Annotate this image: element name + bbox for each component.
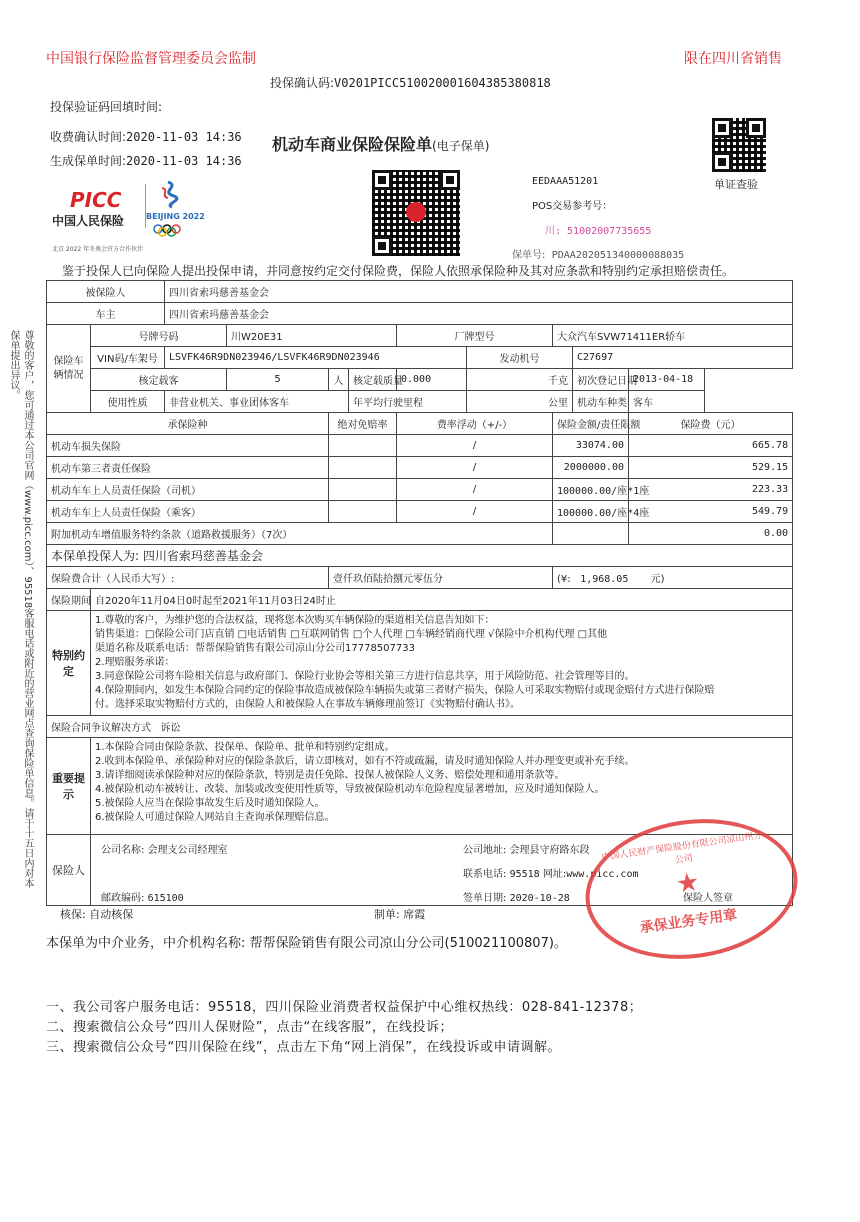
coverage-row: [47, 435, 793, 457]
owner-row: [47, 303, 793, 325]
owner-label: 车主: [47, 303, 165, 325]
insured-value: 四川省索玛慈善基金会: [165, 281, 793, 303]
vin-label: VIN码/车架号: [91, 347, 165, 369]
policy-qr-code[interactable]: [372, 170, 460, 256]
coverage-name: 机动车损失保险: [47, 435, 329, 457]
plate-value: 川W20E31: [227, 325, 397, 347]
logo-divider: [145, 184, 146, 228]
model-value: 大众汽车SVW71411ER轿车: [553, 325, 793, 347]
coverage-row: [47, 501, 793, 523]
mileage-label: 年平均行驶里程: [349, 391, 467, 413]
policy-number: 保单号: PDAA202051340000088035: [512, 250, 685, 261]
star-icon: ★: [674, 866, 702, 900]
pos-ref-value: 川: 51002007735655: [545, 226, 652, 237]
special-content: 1.尊敬的客户，为维护您的合法权益，现将您本次购买车辆保险的渠道相关信息告知如下： 销售渠道：□保险公司门店直销 □电话销售 □互联网销售 □个人代理 □车辆经销商代理 √保险中介机构代理 □其他 渠道名称及联系电话：帮帮保险销售有限公司凉山分公司17778507733 2.理赔服务承诺： 3.同意保险公司将车险相关信息与政府部门、保险行业协会等相关第三方进行信息共享，用于风险防范、社会管理等目的。 4.保险期间内，如发生本保险合同约定的保险事故造成被保险车辆损失或第三者财产损失，保险人可采取实物赔付或现金赔付方式进行保险赔 付。选择采取实物赔付方式的，由保险人和被保险人在事故车辆修理前签订《实物赔付确认书》。: [91, 611, 793, 716]
vin-value: LSVFK46R9DN023946/LSVFK46R9DN023946: [165, 347, 467, 369]
coverage-amount: 100000.00/座*4座: [553, 501, 629, 523]
coverage-deductible: [329, 457, 397, 479]
footer-line: 一、我公司客户服务电话：95518，四川保险业消费者权益保护中心维权热线：028-841-12378；: [46, 1000, 643, 1015]
issue-time: 生成保单时间:2020-11-03 14:36: [50, 154, 242, 168]
olympic-rings-icon: [150, 224, 194, 236]
payment-time: 收费确认时间:2020-11-03 14:36: [50, 130, 242, 144]
coverage-deductible: [329, 501, 397, 523]
policy-table: [46, 280, 793, 906]
coverage-header: 保险金额/责任限额: [553, 413, 629, 435]
coverage-header: 保险费（元）: [629, 413, 793, 435]
coverage-header: 绝对免赔率: [329, 413, 397, 435]
seats-label: 核定载客: [91, 369, 227, 391]
stamp-bottom-text: 承保业务专用章: [638, 906, 739, 937]
coverage-premium: 665.78: [629, 435, 793, 457]
agency-note: 本保单为中介业务，中介机构名称: 帮帮保险销售有限公司凉山分公司(510021100807)。: [46, 936, 567, 951]
dispute-row: [47, 716, 793, 738]
intro-text: 鉴于投保人已向保险人提出投保申请，并同意按约定交付保险费，保险人依照承保险种及其对应条款和特别约定承担赔偿责任。: [62, 264, 735, 278]
coverage-name: 机动车第三者责任保险: [47, 457, 329, 479]
coverage-float: /: [397, 479, 553, 501]
coverage-premium: 0.00: [629, 523, 793, 545]
coverage-name: 机动车车上人员责任保险（乘客）: [47, 501, 329, 523]
dispute: 保险合同争议解决方式 诉讼: [47, 716, 793, 738]
period-value: 自2020年11月04日0时起至2021年11月03日24时止: [91, 589, 793, 611]
insured-row: [47, 281, 793, 303]
coverage-amount: 100000.00/座*1座: [553, 479, 629, 501]
doc-code: EEDAAA51201: [532, 176, 599, 187]
usage-label: 使用性质: [91, 391, 165, 413]
vehicle-section-label: 保险车辆情况: [47, 325, 91, 413]
footer-line: 二、搜索微信公众号“四川人保财险”，点击“在线客服”，在线投诉；: [46, 1020, 453, 1035]
seats-unit: 人: [329, 369, 349, 391]
insurer-info: 公司名称: 会理支公司经理室 公司地址: 会理县守府路东段 联系电话: 95518 网址:www.picc.com 邮政编码: 615100 签单日期: 2020-10-28 保险人签章: [91, 835, 793, 906]
coverage-amount: [553, 523, 629, 545]
partner-text: 北京 2022 年冬奥会官方合作伙伴: [52, 246, 144, 253]
owner-value: 四川省索玛慈善基金会: [165, 303, 793, 325]
coverage-header-row: [47, 413, 793, 435]
verify-qr-code[interactable]: [712, 118, 766, 172]
coverage-amount: 33074.00: [553, 435, 629, 457]
coverage-premium: 549.79: [629, 501, 793, 523]
coverage-premium: 223.33: [629, 479, 793, 501]
type-label: 机动车种类: [573, 391, 629, 413]
coverage-row: [47, 479, 793, 501]
mass-label: 核定载质量: [349, 369, 397, 391]
insured-label: 被保险人: [47, 281, 165, 303]
engine-label: 发动机号: [467, 347, 573, 369]
seats-value: 5: [227, 369, 329, 391]
usage-value: 非营业机关、事业团体客车: [165, 391, 349, 413]
pos-ref-label: POS交易参考号：: [532, 201, 613, 212]
stamp-arc-text: 中国人民财产保险股份有限公司凉山州分公司: [601, 830, 763, 866]
coverage-header: 费率浮动（+/-）: [397, 413, 553, 435]
reg-date-label: 初次登记日期: [573, 369, 629, 391]
notice-label: 重要提示: [47, 738, 91, 835]
coverage-float: /: [397, 435, 553, 457]
mass-unit: 千克: [467, 369, 573, 391]
side-note: 尊敬的客户，您可通过本公司官网（www.picc.com）、95518客服电话或附近的营业网点查询保险单信息。请于十五日内对本保单提出异议。: [8, 330, 33, 889]
coverage-deductible: [329, 435, 397, 457]
footer-line: 三、搜索微信公众号“四川保险在线”，点击左下角“网上消保”，在线投诉或申请调解。: [46, 1040, 561, 1055]
policyholder-row: [47, 545, 793, 567]
notice-content: 1.本保险合同由保险条款、投保单、保险单、批单和特别约定组成。 2.收到本保险单、承保险种对应的保险条款后，请立即核对，如有不符或疏漏，请及时通知保险人并办理变更或补充手续。 3.请详细阅读承保险种对应的保险条款，特别是责任免除、投保人被保险人义务、赔偿处理和通用条款等。 4.被保险机动车被转让、改装、加装或改变使用性质等，导致被保险机动车危险程度显著增加，应及时通知保险人。 5.被保险人应当在保险事故发生后及时通知保险人。 6.被保险人可通过保险人网站自主查询承保理赔信息。: [91, 738, 793, 835]
engine-value: C27697: [573, 347, 793, 369]
picc-name: 中国人民保险: [52, 214, 125, 228]
reg-date-value: 2013-04-18: [629, 369, 705, 391]
total-words: 壹仟玖佰陆拾捌元零伍分: [329, 567, 553, 589]
qr-caption: 单证查验: [714, 178, 758, 191]
supervisor-text: 中国银行保险监督管理委员会监制: [46, 51, 256, 67]
coverage-amount: 2000000.00: [553, 457, 629, 479]
special-label: 特别约定: [47, 611, 91, 716]
region-limit-text: 限在四川省销售: [684, 51, 782, 67]
confirm-code: 投保确认码:V0201PICC510020001604385380818: [270, 76, 551, 90]
document-title: 机动车商业保险保险单(电子保单): [272, 135, 490, 154]
reviewer: 核保: 自动核保: [60, 908, 134, 921]
olympic-emblem-icon: [150, 180, 194, 208]
coverage-float: /: [397, 501, 553, 523]
coverage-header: 承保险种: [47, 413, 329, 435]
picc-logo: PICC: [70, 188, 122, 212]
verify-time-label: 投保验证码回填时间:: [50, 100, 163, 114]
coverage-deductible: [329, 479, 397, 501]
maker: 制单: 席霞: [374, 908, 426, 921]
total-amount: (¥: 1,968.05 元): [553, 567, 793, 589]
period-row: [47, 589, 793, 611]
model-label: 厂牌型号: [397, 325, 553, 347]
period-label: 保险期间: [47, 589, 91, 611]
coverage-float: /: [397, 457, 553, 479]
picc-center-icon: [406, 202, 426, 222]
coverage-row: [47, 523, 793, 545]
total-row: [47, 567, 793, 589]
plate-label: 号牌号码: [91, 325, 227, 347]
coverage-name: 机动车车上人员责任保险（司机）: [47, 479, 329, 501]
coverage-row: [47, 457, 793, 479]
beijing-2022-text: BEIJING 2022: [146, 212, 205, 221]
total-label: 保险费合计（人民币大写）:: [47, 567, 329, 589]
type-value: 客车: [629, 391, 705, 413]
special-row: [47, 611, 793, 716]
mileage-unit: 公里: [467, 391, 573, 413]
mass-value: 0.000: [397, 369, 467, 391]
coverage-name: 附加机动车增值服务特约条款（道路救援服务）（7次）: [47, 523, 553, 545]
coverage-premium: 529.15: [629, 457, 793, 479]
insurer-label: 保险人: [47, 835, 91, 906]
policyholder: 本保单投保人为: 四川省索玛慈善基金会: [47, 545, 793, 567]
